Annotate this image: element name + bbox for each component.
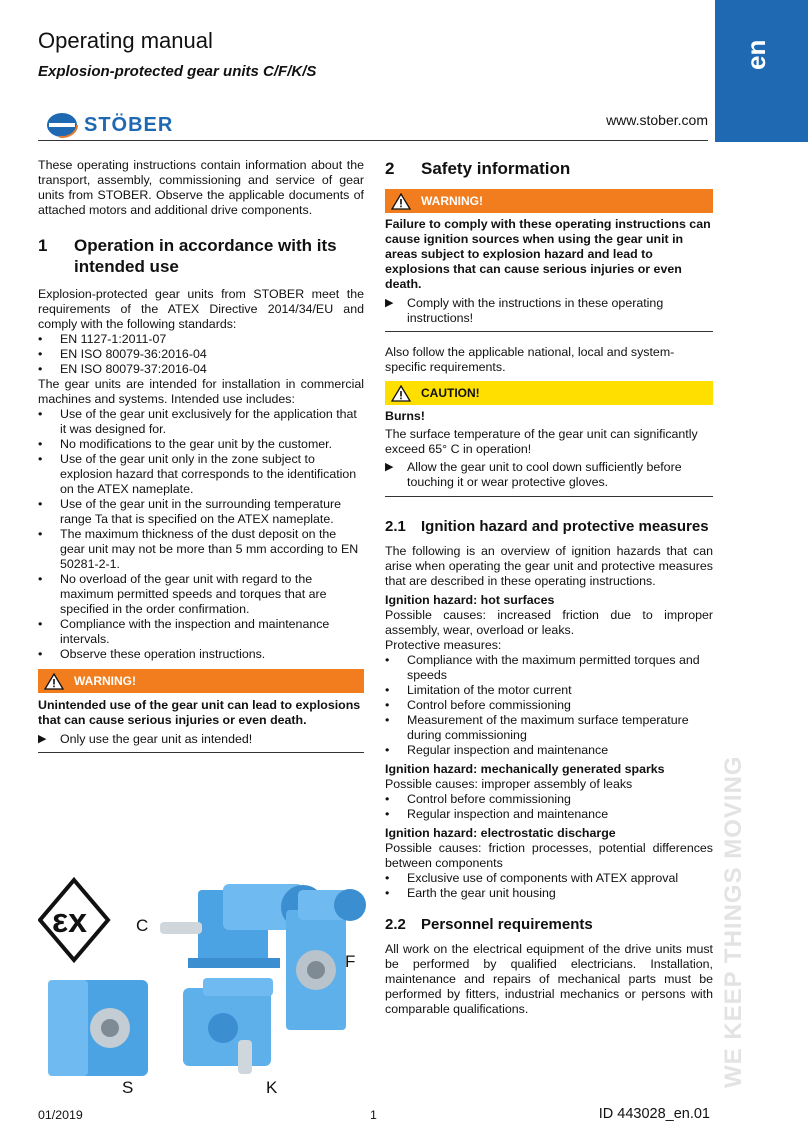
section-2-2-heading bbox=[385, 915, 713, 934]
warning-end-rule bbox=[38, 752, 364, 753]
figure-label-s: S bbox=[122, 1078, 134, 1097]
measures-list bbox=[385, 792, 713, 822]
hazard-title: Ignition hazard: electrostatic discharge bbox=[385, 826, 616, 840]
hazard-causes: Possible causes: increased friction due to improper assembly, wear, overload or leaks. bbox=[385, 608, 713, 637]
gear-units-figure bbox=[38, 860, 373, 1100]
caution-action bbox=[385, 460, 713, 490]
section-2-heading bbox=[385, 158, 713, 179]
language-tab bbox=[715, 0, 808, 142]
hazard-title: Ignition hazard: mechanically generated sparks bbox=[385, 762, 665, 776]
list-item: • Regular inspection and maintenance bbox=[385, 743, 713, 758]
section-number: 2.1 bbox=[385, 518, 406, 535]
caution-title: Burns! bbox=[385, 409, 425, 423]
caution-banner bbox=[385, 381, 713, 405]
brand-logo bbox=[46, 112, 173, 138]
action-text: Allow the gear unit to cool down sufficiently before touching it or wear protective gloves. bbox=[407, 460, 682, 489]
section-title: Operation in accordance with its intended use bbox=[74, 236, 337, 276]
warning-action bbox=[38, 732, 364, 747]
language-code: en bbox=[741, 39, 771, 70]
section-2-2-paragraph: All work on the electrical equipment of the drive units must be performed by qualified electricians. Installation, maintenance and repairs of mechanical parts must be performed by fitters, industrial mechanics or persons with comparable qualifications. bbox=[385, 942, 713, 1016]
section-title: Safety information bbox=[421, 159, 571, 178]
figure-label-f: F bbox=[345, 952, 356, 971]
list-item: • No overload of the gear unit with regard to the maximum permitted speeds and torques that are specified in the order confirmation. bbox=[38, 572, 364, 617]
list-item: • Measurement of the maximum surface temperature during commissioning bbox=[385, 713, 713, 743]
right-column bbox=[385, 158, 713, 1017]
warning-action bbox=[385, 296, 713, 326]
action-arrow-icon: ▶ bbox=[385, 297, 394, 309]
ex-symbol-icon bbox=[40, 880, 108, 960]
warning-label: WARNING! bbox=[74, 673, 136, 688]
list-item: • Regular inspection and maintenance bbox=[385, 807, 713, 822]
caution-end-rule bbox=[385, 496, 713, 497]
action-text: Only use the gear unit as intended! bbox=[60, 732, 253, 746]
action-arrow-icon: ▶ bbox=[38, 733, 47, 745]
list-item: • Use of the gear unit in the surrounding temperature range Ta that is specified on the ATEX nameplate. bbox=[38, 497, 364, 527]
figure-label-c: C bbox=[136, 916, 149, 935]
action-arrow-icon: ▶ bbox=[385, 461, 394, 473]
brand-name: STÖBER bbox=[84, 113, 174, 136]
left-column bbox=[38, 158, 364, 753]
footer-page-number: 1 bbox=[370, 1108, 377, 1122]
hazard-title: Ignition hazard: hot surfaces bbox=[385, 593, 555, 607]
warning-label: WARNING! bbox=[421, 193, 483, 208]
section-1-heading bbox=[38, 235, 364, 277]
intended-use-list bbox=[38, 407, 364, 662]
hazard-causes: Possible causes: friction processes, potential differences between components bbox=[385, 841, 713, 870]
warning-end-rule bbox=[385, 331, 713, 332]
list-item: • EN ISO 80079-37:2016-04 bbox=[38, 362, 364, 377]
list-item: • Compliance with the maximum permitted torques and speeds bbox=[385, 653, 713, 683]
svg-text:εx: εx bbox=[52, 902, 88, 940]
section-2-paragraph: Also follow the applicable national, local and system-specific requirements. bbox=[385, 345, 675, 374]
section-number: 2 bbox=[385, 159, 395, 178]
measures-list bbox=[385, 653, 713, 758]
action-text: Comply with the instructions in these operating instructions! bbox=[407, 296, 664, 325]
warning-triangle-icon bbox=[385, 385, 417, 402]
warning-text: Unintended use of the gear unit can lead to explosions that can cause serious injuries or even death. bbox=[38, 698, 361, 727]
warning-banner bbox=[385, 189, 713, 213]
warning-banner bbox=[38, 669, 364, 693]
list-item: • The maximum thickness of the dust deposit on the gear unit may not be more than 5 mm according to EN 50281-2-1. bbox=[38, 527, 364, 572]
document-subtitle: Explosion-protected gear units C/F/K/S bbox=[38, 63, 317, 80]
list-item: • No modifications to the gear unit by the customer. bbox=[38, 437, 364, 452]
warning-triangle-icon bbox=[385, 193, 417, 210]
list-item: • EN ISO 80079-36:2016-04 bbox=[38, 347, 364, 362]
hazard-causes: Possible causes: improper assembly of leaks bbox=[385, 777, 633, 791]
standards-list bbox=[38, 332, 364, 377]
section-2-1-heading bbox=[385, 517, 713, 536]
section-title: Personnel requirements bbox=[421, 916, 593, 933]
section-number: 2.2 bbox=[385, 916, 406, 933]
document-title: Operating manual bbox=[38, 28, 213, 53]
figure-label-k: K bbox=[266, 1078, 278, 1097]
header-divider bbox=[38, 140, 708, 141]
list-item: • Observe these operation instructions. bbox=[38, 647, 364, 662]
list-item: • Use of the gear unit exclusively for the application that it was designed for. bbox=[38, 407, 364, 437]
caution-label: CAUTION! bbox=[421, 385, 480, 400]
list-item: • Earth the gear unit housing bbox=[385, 886, 713, 901]
brand-slogan: WE KEEP THINGS MOVING bbox=[720, 755, 747, 1088]
list-item: • Compliance with the inspection and maintenance intervals. bbox=[38, 617, 364, 647]
intro-paragraph: These operating instructions contain information about the transport, assembly, commissioning and service of gear units from STOBER. Observe the applicable documents of attached motors and additional drive components. bbox=[38, 158, 364, 217]
gear-units-illustration bbox=[38, 860, 373, 1100]
section-1-paragraph-2: The gear units are intended for installation in commercial machines and systems. Intended use includes: bbox=[38, 377, 364, 406]
footer-document-id: ID 443028_en.01 bbox=[598, 1106, 710, 1122]
website-link[interactable]: www.stober.com bbox=[606, 112, 708, 128]
list-item: • Limitation of the motor current bbox=[385, 683, 713, 698]
footer-date: 01/2019 bbox=[38, 1108, 83, 1122]
measures-list bbox=[385, 871, 713, 901]
stober-logo-icon bbox=[46, 112, 78, 138]
warning-text: Failure to comply with these operating instructions can cause ignition sources when using the gear unit in areas subject to explosion hazard and lead to explosions that can cause serious injuries or even death. bbox=[385, 217, 711, 291]
section-2-1-paragraph: The following is an overview of ignition hazards that can arise when operating the gear unit and protective measures that are described in these operating instructions. bbox=[385, 544, 713, 588]
section-title: Ignition hazard and protective measures bbox=[421, 518, 709, 535]
measures-label: Protective measures: bbox=[385, 638, 502, 652]
caution-text: The surface temperature of the gear unit can significantly exceed 65° C in operation! bbox=[385, 427, 698, 456]
list-item: • Exclusive use of components with ATEX approval bbox=[385, 871, 713, 886]
list-item: • Use of the gear unit only in the zone subject to explosion hazard that corresponds to the identification on the ATEX nameplate. bbox=[38, 452, 364, 497]
section-1-paragraph: Explosion-protected gear units from STOBER meet the requirements of the ATEX Directive 2014/34/EU and comply with the following standards: bbox=[38, 287, 364, 331]
list-item: • Control before commissioning bbox=[385, 792, 713, 807]
warning-triangle-icon bbox=[38, 673, 70, 690]
section-number: 1 bbox=[38, 236, 48, 255]
list-item: • EN 1127-1:2011-07 bbox=[38, 332, 364, 347]
list-item: • Control before commissioning bbox=[385, 698, 713, 713]
